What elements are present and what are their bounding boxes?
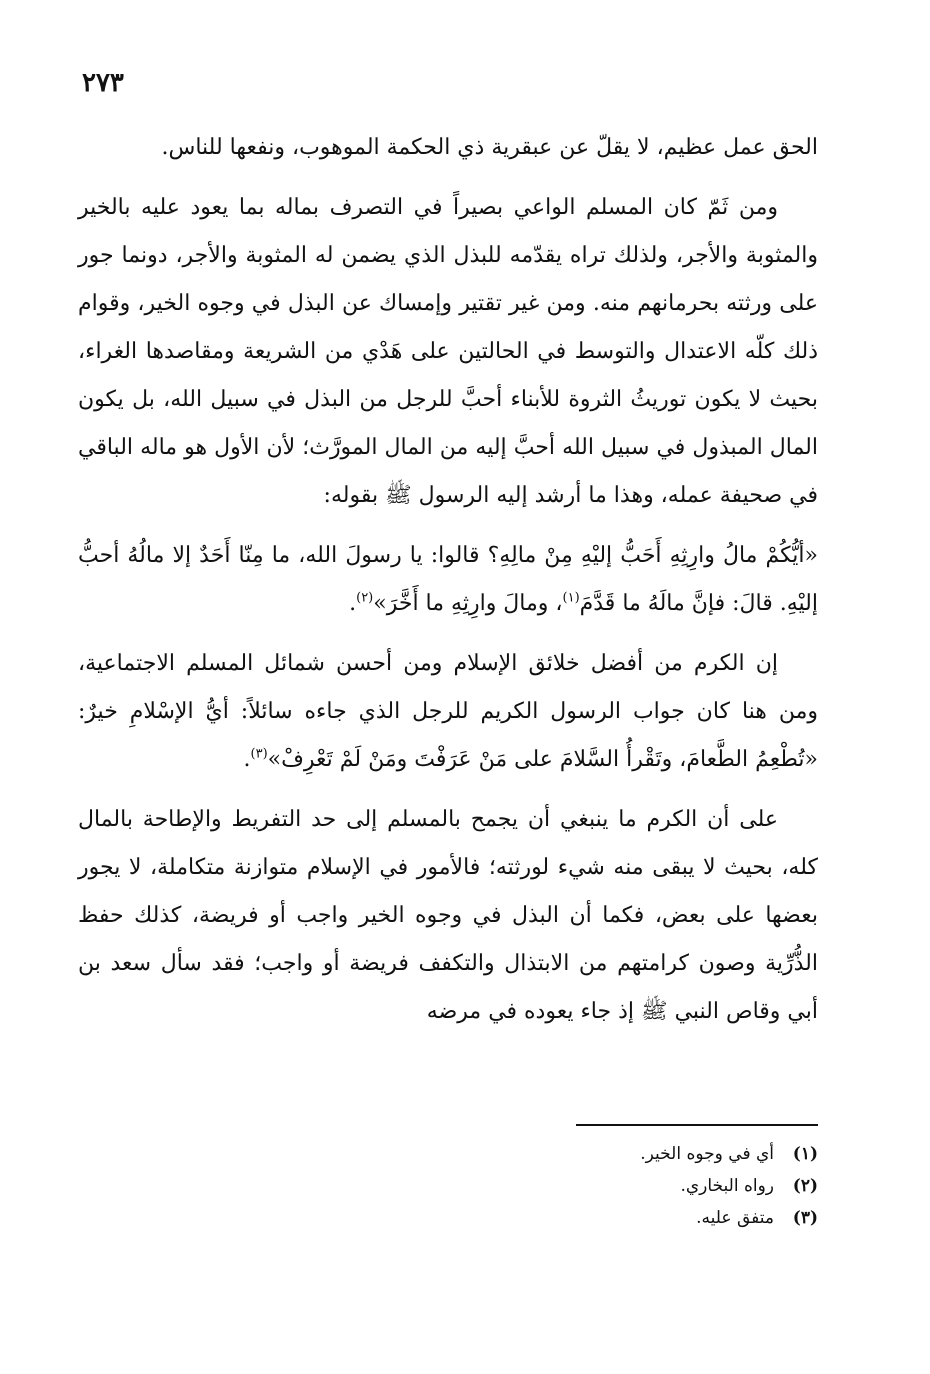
footnote-text: أي في وجوه الخير. <box>640 1144 774 1164</box>
footnote-number: (١) <box>792 1144 818 1164</box>
paragraph-4-end: . <box>243 747 251 772</box>
page-number: ٢٧٣ <box>82 68 124 98</box>
hadith-text-2: ، ومالَ وارِثِهِ ما أَخَّرَ» <box>373 591 563 616</box>
footnote-text: متفق عليه. <box>696 1208 774 1228</box>
hadith-paragraph <box>78 532 818 628</box>
footnote-ref-2: (٢) <box>356 590 374 606</box>
footnotes <box>78 1138 818 1234</box>
footnote-ref-1: (١) <box>562 590 580 606</box>
footnote-3 <box>78 1202 818 1234</box>
footnote-ref-3: (٣) <box>250 746 268 762</box>
paragraph-1: الحق عمل عظيم، لا يقلّ عن عبقرية ذي الحكمة الموهوب، ونفعها للناس. <box>161 135 818 160</box>
hadith-end: . <box>349 591 357 616</box>
paragraph-5: على أن الكرم ما ينبغي أن يجمح بالمسلم إلى حد التفريط والإطاحة بالمال كله، بحيث لا يبقى منه شيء لورثته؛ فالأمور في الإسلام متوازنة متكاملة، لا يجور بعضها على بعض، فكما أن البذل في وجوه الخير واجب أو فريضة، كذلك حفظ الذُّرِّية وصون كرامتهم من الابتذال والتكفف فريضة أو واجب؛ فقد سأل سعد بن أبي وقاص النبي ﷺ إذ جاء يعوده في مرضه <box>78 807 818 1024</box>
paragraph-4-text: إن الكرم من أفضل خلائق الإسلام ومن أحسن شمائل المسلم الاجتماعية، ومن هنا كان جواب الرسول الكريم للرجل الذي جاءه سائلاً: أيُّ الإسْلامِ خيرٌ: «تُطْعِمُ الطَّعامَ، وتَقْرأُ السَّلامَ على مَنْ عَرَفْتَ ومَنْ لَمْ تَعْرِفْ» <box>78 651 818 772</box>
footnote-text: رواه البخاري. <box>680 1176 774 1196</box>
footnote-1 <box>78 1138 818 1170</box>
paragraph-4 <box>78 640 818 784</box>
paragraph-2: ومن ثَمّ كان المسلم الواعي بصيراً في التصرف بماله بما يعود عليه بالخير والمثوبة والأجر، ولذلك تراه يقدّمه للبذل الذي يضمن له المثوبة والأجر، دونما جور على ورثته بحرمانهم منه. ومن غير تقتير وإمساك عن البذل في وجوه الخير، وقوام ذلك كلّه الاعتدال والتوسط في الحالتين على هَدْي من الشريعة ومقاصدها الغراء، بحيث لا يكون توريثُ الثروة للأبناء أحبَّ للرجل من البذل في سبيل الله، بل يكون المال المبذول في سبيل الله أحبَّ إليه من المال المورَّث؛ لأن الأول هو ماله الباقي في صحيفة عمله، وهذا ما أرشد إليه الرسول ﷺ بقوله: <box>78 195 818 508</box>
footnote-number: (٣) <box>792 1208 818 1228</box>
footnote-separator <box>576 1124 818 1126</box>
footnote-2 <box>78 1170 818 1202</box>
body-text <box>78 124 818 1036</box>
hadith-text-1: «أيُّكُمْ مالُ وارِثِهِ أَحَبُّ إليْهِ مِنْ مالِهِ؟ قالوا: يا رسولَ الله، ما مِنّا أَحَدٌ إلا مالُهُ أحبُّ إليْهِ. قالَ: فإنَّ مالَهُ ما قَدَّمَ <box>78 543 818 616</box>
footnote-number: (٢) <box>792 1176 818 1196</box>
